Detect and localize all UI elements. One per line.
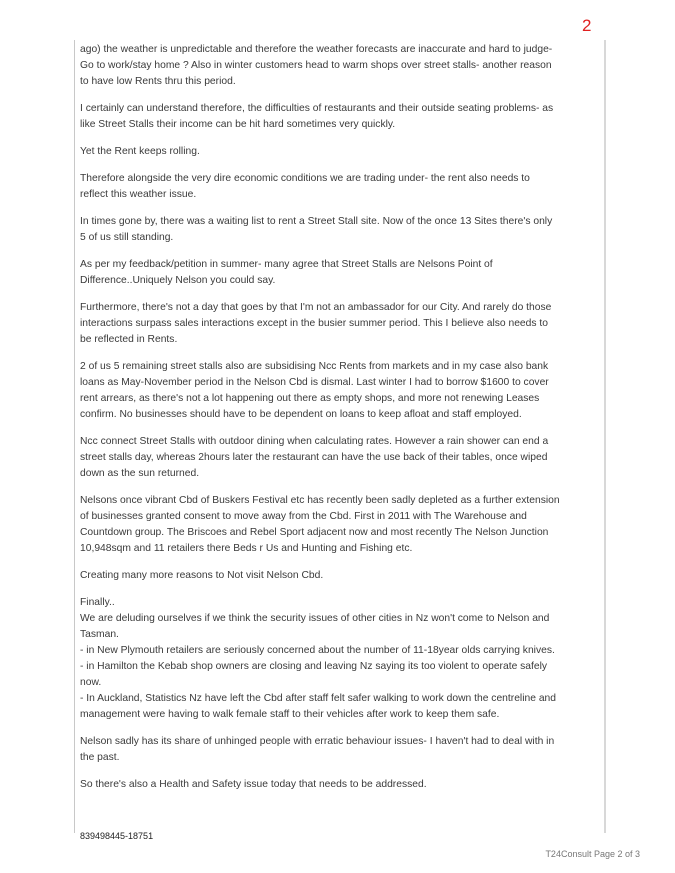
paragraph: In times gone by, there was a waiting list to rent a Street Stall site. Now of the once 13 Sites there's only 5 of us still standing. <box>80 216 553 243</box>
paragraph: ago) the weather is unpredictable and therefore the weather forecasts are inaccurate and hard to judge- Go to work/stay home ? Also in winter customers head to warm shops over street stalls- another reason to have low Rents thru this period. <box>80 44 553 87</box>
left-margin-rule <box>74 40 75 833</box>
paragraph: Nelsons once vibrant Cbd of Buskers Festival etc has recently been sadly depleted as a further extension of businesses granted consent to move away from the Cbd. First in 2011 with The Warehouse and Countdown group. The Briscoes and Rebel Sport adjacent now and most recently The Nelson Junction 10,948sqm and 11 retailers there Beds r Us and Hunting and Fishing etc. <box>80 495 560 554</box>
paragraph: I certainly can understand therefore, the difficulties of restaurants and their outside seating problems- as like Street Stalls their income can be hit hard sometimes very quickly. <box>80 103 554 130</box>
page-footer: T24Consult Page 2 of 3 <box>545 849 640 859</box>
right-margin-rule <box>604 40 606 833</box>
letter-body <box>80 42 560 804</box>
paragraph: Nelson sadly has its share of unhinged people with erratic behaviour issues- I haven't had to deal with in the past. <box>80 736 555 763</box>
document-id: 839498445-18751 <box>80 831 154 841</box>
paragraph: Creating many more reasons to Not visit Nelson Cbd. <box>80 570 324 581</box>
paragraph: Ncc connect Street Stalls with outdoor dining when calculating rates. However a rain shower can end a street stalls day, whereas 2hours later the restaurant can have the use back of their tables, once wiped down as the sun returned. <box>80 436 549 479</box>
paragraph: Furthermore, there's not a day that goes by that I'm not an ambassador for our City. And rarely do those interactions surpass sales interactions except in the busier summer period. This I believe also needs to be reflected in Rents. <box>80 302 552 345</box>
page-number: 2 <box>582 16 592 35</box>
paragraph: 2 of us 5 remaining street stalls also are subsidising Ncc Rents from markets and in my case also bank loans as May-November period in the Nelson Cbd is dismal. Last winter I had to borrow $1600 to cover rent arrears, as there's not a lot happening out there as empty shops, and more not renewing Leases confirm. No businesses should have to be dependent on loans to keep afloat and staff employed. <box>80 361 549 420</box>
paragraph: Therefore alongside the very dire economic conditions we are trading under- the rent also needs to reflect this weather issue. <box>80 173 530 200</box>
paragraph: Yet the Rent keeps rolling. <box>80 146 200 157</box>
paragraph: So there's also a Health and Safety issue today that needs to be addressed. <box>80 779 427 790</box>
paragraph: Finally.. We are deluding ourselves if we think the security issues of other cities in Nz won't come to Nelson and Tasman. - in New Plymouth retailers are seriously concerned about the number of 11-18year olds carrying knives. - in Hamilton the Kebab shop owners are closing and leaving Nz saying its too violent to operate safely now. - In Auckland, Statistics Nz have left the Cbd after staff felt safer walking to work down the centreline and management were having to walk female staff to their vehicles after work to keep them safe. <box>80 597 556 720</box>
paragraph: As per my feedback/petition in summer- many agree that Street Stalls are Nelsons Point of Difference..Uniquely Nelson you could say. <box>80 259 493 286</box>
